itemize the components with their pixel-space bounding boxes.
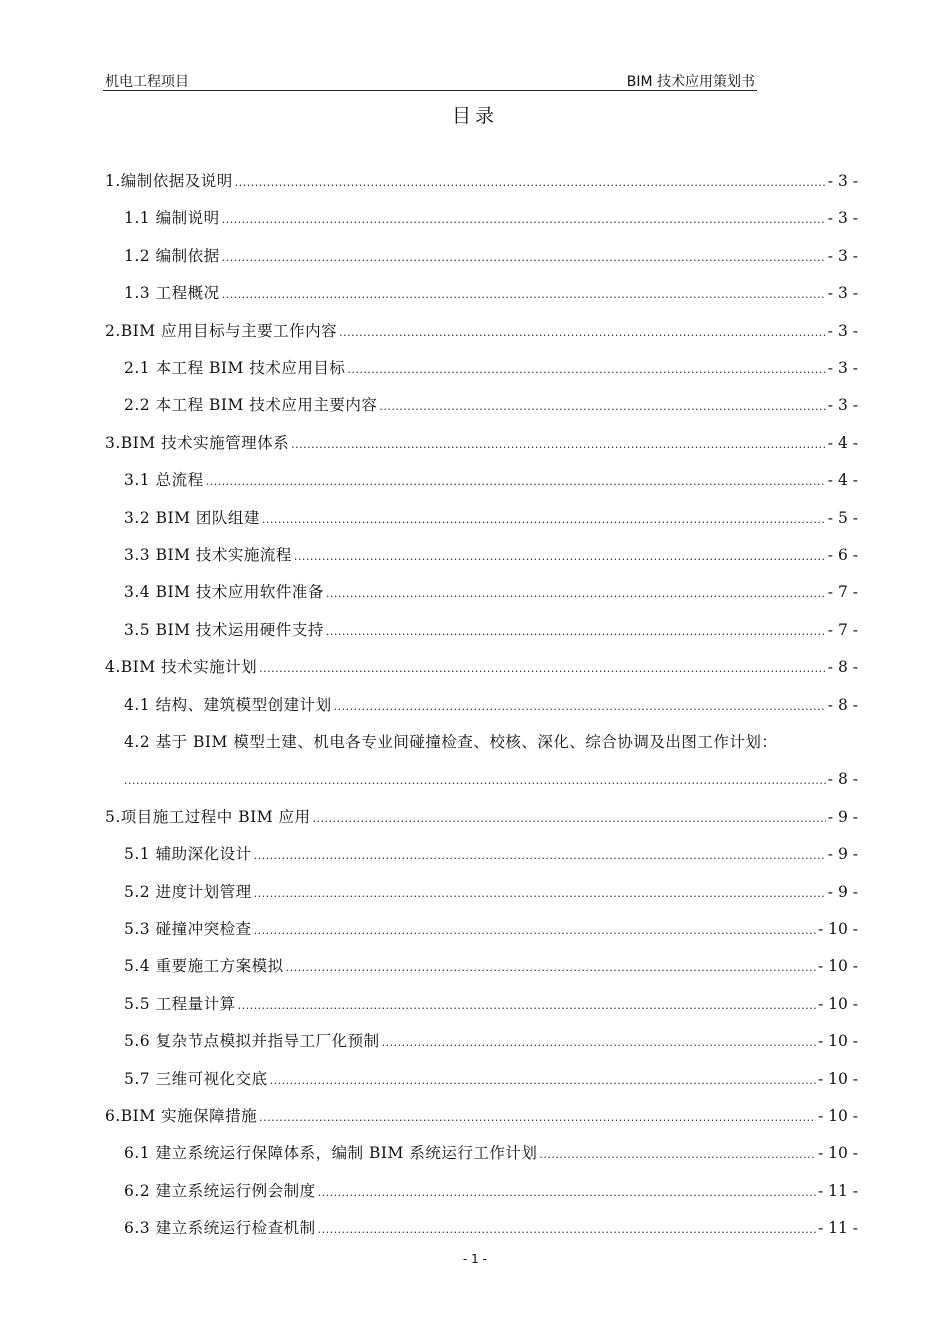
toc-leader-dots [379, 396, 825, 418]
toc-entry-label: 3.3 BIM 技术实施流程 [124, 546, 292, 564]
toc-entry-label: 5.1 辅助深化设计 [124, 845, 252, 864]
toc-entry-label: 5.3 碰撞冲突检查 [124, 920, 252, 938]
toc-chapter-entry[interactable] [105, 320, 858, 342]
toc-entry-page: - 3 - [827, 359, 858, 377]
toc-leader-dots [262, 509, 826, 531]
toc-entry-label: 6.2 建立系统运行例会制度 [124, 1181, 316, 1200]
toc-entry-page: - 3 - [827, 246, 858, 265]
toc-entry-page: - 3 - [827, 321, 858, 340]
toc-section-entry[interactable] [124, 469, 858, 491]
toc-entry-page: - 3 - [827, 284, 858, 303]
toc-leader-dots [539, 1144, 816, 1166]
toc-leader-dots [259, 1107, 816, 1129]
toc-entry-label: 5.项目施工过程中 BIM 应用 [105, 807, 311, 826]
toc-section-entry[interactable] [124, 1068, 858, 1090]
toc-entry-label: 5.4 重要施工方案模拟 [124, 957, 284, 976]
toc-entry-page: - 3 - [827, 209, 858, 228]
toc-leader-dots [313, 808, 826, 830]
toc-chapter-entry[interactable] [105, 656, 858, 678]
toc-section-entry[interactable] [124, 581, 858, 603]
page-number: - 1 - [463, 1252, 487, 1266]
toc-section-entry[interactable] [124, 357, 858, 379]
toc-chapter-entry[interactable] [105, 170, 858, 192]
toc-section-entry[interactable] [124, 245, 858, 267]
toc-leader-dots [254, 920, 816, 942]
toc-leader-dots [339, 322, 826, 344]
toc-entry-page: - 3 - [827, 172, 858, 190]
toc-leader-dots [294, 546, 826, 568]
toc-entry-page: - 10 - [817, 1069, 858, 1088]
toc-section-entry[interactable] [124, 918, 858, 940]
toc-entry-label: 1.3 工程概况 [124, 284, 220, 303]
toc-leader-dots [206, 471, 826, 493]
toc-leader-dots [222, 247, 826, 269]
toc-leader-dots [291, 434, 826, 456]
toc-entry-page: - 7 - [827, 620, 858, 639]
toc-entry-page: - 10 - [817, 1032, 858, 1051]
page-header [103, 70, 757, 91]
toc-leader-dots [259, 658, 826, 680]
toc-leader-dots [124, 770, 826, 792]
toc-section-entry[interactable] [124, 694, 858, 716]
toc-entry-label: 1.编制依据及说明 [105, 172, 233, 190]
toc-entry-label: 3.1 总流程 [124, 471, 204, 490]
toc-entry-page: - 10 - [817, 920, 858, 938]
toc-entry-label: 4.BIM 技术实施计划 [105, 658, 258, 677]
toc-title: 目录 [451, 105, 498, 127]
toc-entry-label: 4.1 结构、建筑模型创建计划 [124, 695, 332, 714]
toc-entry-page: - 10 - [817, 1107, 858, 1125]
toc-leader-dots [238, 995, 816, 1017]
toc-entry-page: - 9 - [827, 845, 858, 864]
toc-entry-label: 2.1 本工程 BIM 技术应用目标 [124, 359, 346, 377]
toc-leader-dots [270, 1070, 816, 1092]
toc-entry-label: 6.3 建立系统运行检查机制 [124, 1219, 316, 1238]
toc-entry-page: - 8 - [827, 695, 858, 714]
toc-leader-dots [222, 284, 826, 306]
toc-section-entry[interactable] [124, 507, 858, 529]
toc-entry-label: 3.4 BIM 技术应用软件准备 [124, 583, 324, 602]
toc-chapter-entry[interactable] [105, 1105, 858, 1127]
toc-entry-label: 5.5 工程量计算 [124, 994, 236, 1013]
toc-entry-page: - 7 - [827, 583, 858, 602]
toc-entry-page: - 6 - [827, 546, 858, 564]
toc-section-entry[interactable] [124, 544, 858, 566]
toc-entry-label: 5.2 进度计划管理 [124, 882, 252, 901]
toc-entry-page: - 10 - [817, 1144, 858, 1163]
toc-leader-dots [235, 172, 826, 194]
toc-leader-dots [382, 1032, 816, 1054]
toc-entry-page: - 9 - [827, 882, 858, 901]
toc-section-entry[interactable] [124, 394, 858, 416]
toc-entry-page: - 9 - [827, 807, 858, 826]
toc-entry-page: - 11 - [817, 1219, 858, 1238]
toc-chapter-entry[interactable] [105, 432, 858, 454]
header-document-title: BIM 技术应用策划书 [626, 74, 755, 90]
toc-entry-label: 6.1 建立系统运行保障体系，编制 BIM 系统运行工作计划 [124, 1144, 538, 1163]
toc-section-entry[interactable] [124, 843, 858, 865]
toc-section-entry[interactable] [124, 1142, 858, 1164]
toc-section-entry[interactable] [124, 1217, 858, 1239]
toc-entry-page: - 4 - [827, 471, 858, 490]
toc-entry-page: - 11 - [817, 1181, 858, 1200]
toc-entry-page: - 10 - [817, 994, 858, 1013]
toc-entry-label: 2.2 本工程 BIM 技术应用主要内容 [124, 396, 378, 415]
toc-leader-dots [347, 359, 825, 381]
toc-section-entry[interactable] [124, 955, 858, 977]
toc-entry-label: 3.5 BIM 技术运用硬件支持 [124, 620, 324, 639]
toc-entry-wrapped-text[interactable]: 4.2 基于 BIM 模型土建、机电各专业间碰撞检查、校核、深化、综合协调及出图工作计划： [124, 733, 778, 751]
toc-chapter-entry[interactable] [105, 806, 858, 828]
toc-leader-dots [334, 696, 826, 718]
toc-entry-page: - 4 - [827, 433, 858, 452]
toc-entry-label: 3.BIM 技术实施管理体系 [105, 433, 290, 452]
toc-entry-page: - 10 - [817, 957, 858, 976]
toc-leader-dots [286, 957, 816, 979]
toc-leader-dots [326, 583, 826, 605]
toc-leader-dots [318, 1182, 816, 1204]
toc-entry-label: 3.2 BIM 团队组建 [124, 508, 260, 527]
toc-entry-label: 1.2 编制依据 [124, 246, 220, 265]
toc-leader-dots [318, 1219, 816, 1241]
toc-entry-page: - 3 - [827, 396, 858, 415]
toc-entry-page: - 8 - [827, 770, 858, 789]
toc-entry-label: 2.BIM 应用目标与主要工作内容 [105, 321, 338, 340]
toc-section-entry[interactable] [124, 1180, 858, 1202]
toc-section-entry[interactable] [124, 881, 858, 903]
toc-entry[interactable] [124, 768, 858, 790]
toc-entry-page: - 8 - [827, 658, 858, 677]
toc-section-entry[interactable] [124, 282, 858, 304]
toc-section-entry[interactable] [124, 1030, 858, 1052]
toc-leader-dots [254, 883, 826, 905]
toc-leader-dots [254, 845, 826, 867]
toc-section-entry[interactable] [124, 993, 858, 1015]
toc-entry-label: 6.BIM 实施保障措施 [105, 1107, 258, 1125]
toc-entry-page: - 5 - [827, 508, 858, 527]
toc-section-entry[interactable] [124, 207, 858, 229]
toc-leader-dots [326, 621, 826, 643]
header-project-name: 机电工程项目 [105, 74, 189, 90]
toc-entry-label: 5.6 复杂节点模拟并指导工厂化预制 [124, 1032, 380, 1051]
toc-entry-label: 1.1 编制说明 [124, 209, 220, 228]
toc-entry-label: 5.7 三维可视化交底 [124, 1069, 268, 1088]
toc-leader-dots [222, 209, 826, 231]
toc-section-entry[interactable] [124, 619, 858, 641]
